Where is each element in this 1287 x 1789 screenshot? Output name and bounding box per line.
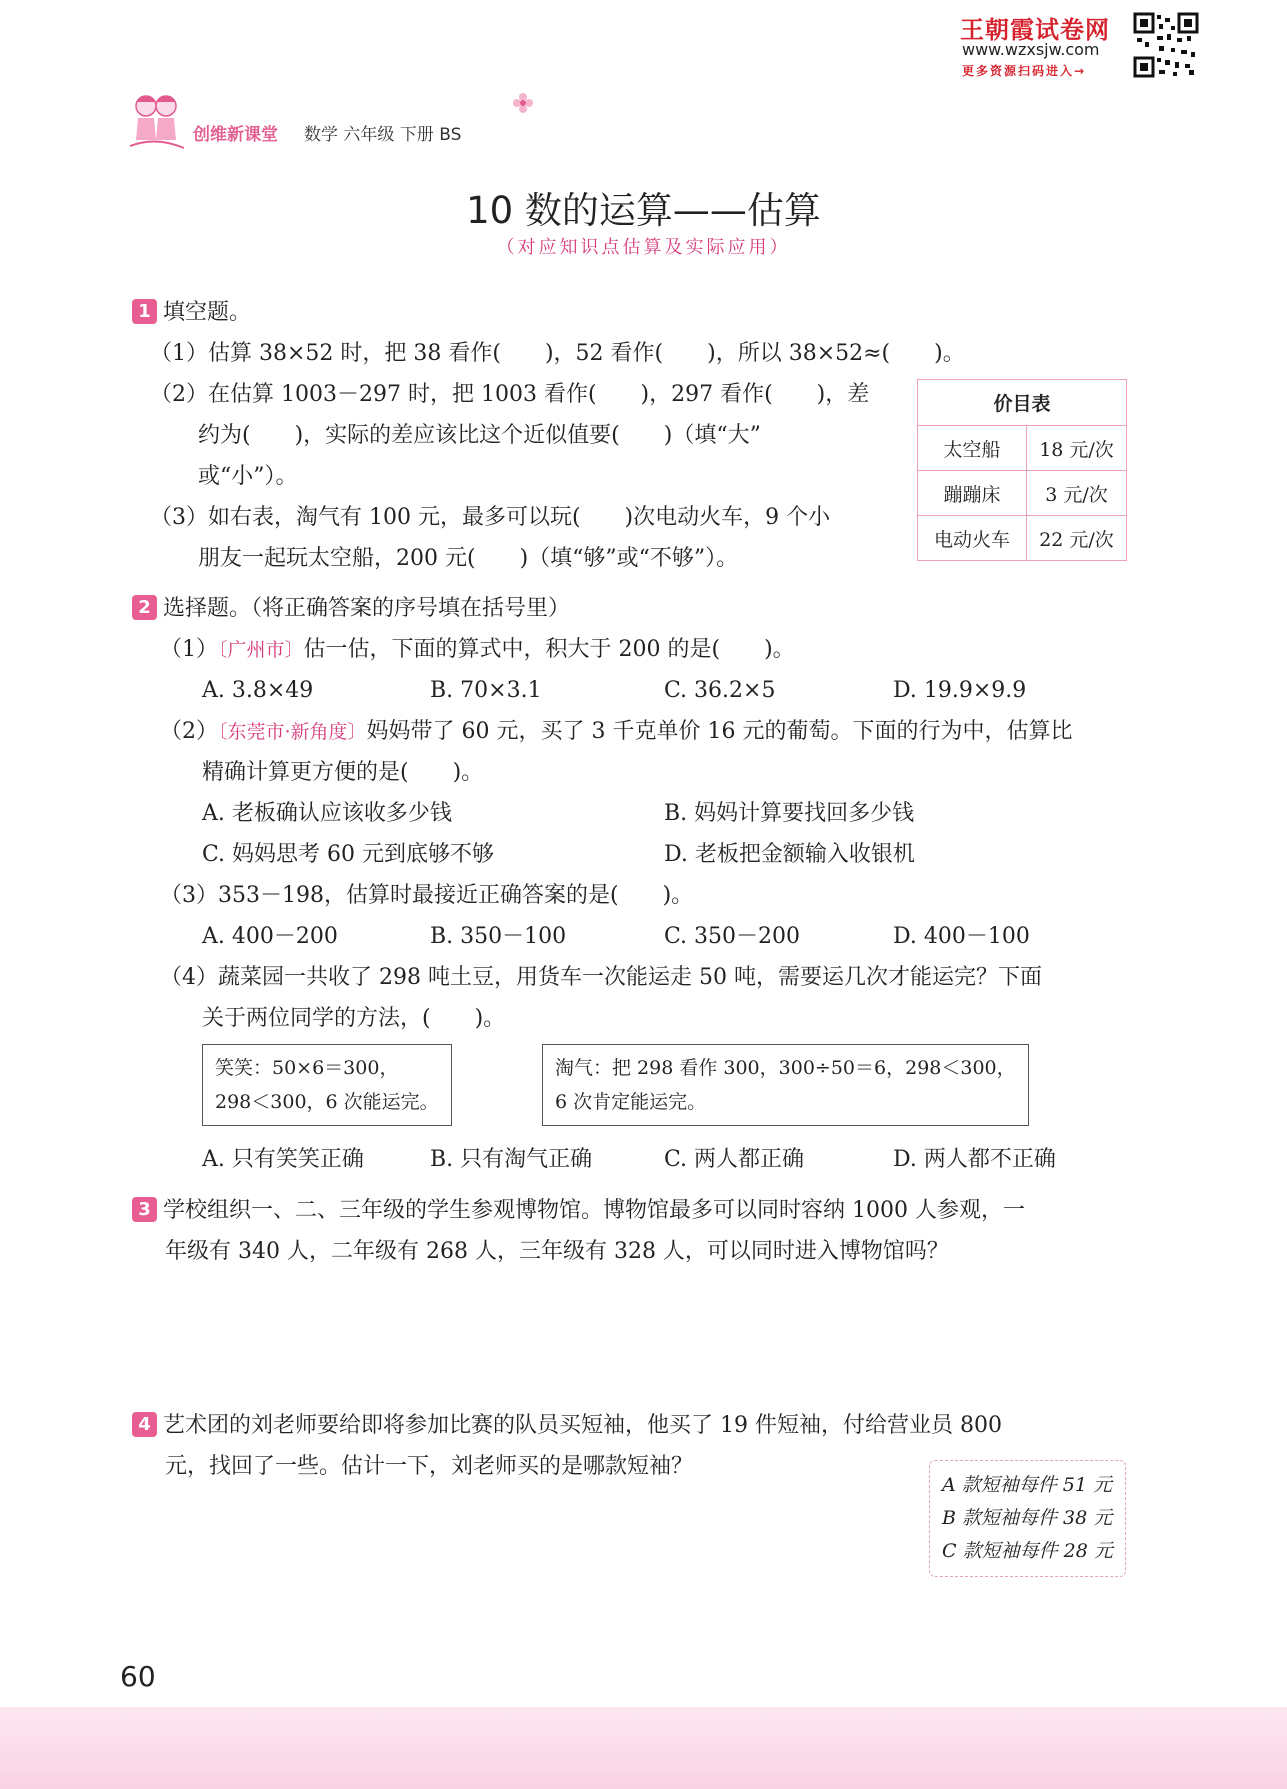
taoqi-line1: 淘气：把 298 看作 300，300÷50＝6，298＜300， [555,1057,1016,1079]
taoqi-line2: 6 次肯定能运完。 [555,1091,707,1113]
site-note: 更多资源扫码进入→ [962,64,1087,78]
q2-sub4-option-c: C. 两人都正确 [664,1147,805,1172]
q2-sub2 [160,711,1073,753]
q2-sub2-text2: 精确计算更方便的是( )。 [202,760,484,785]
flower-icon [512,92,534,114]
q2-sub3-option-d: D. 400－100 [893,924,1030,949]
q1-part3-line2: 朋友一起玩太空船，200 元( )（填“够”或“不够”）。 [198,546,739,571]
table-row [918,471,1127,516]
q2-heading-text: 选择题。（将正确答案的序号填在括号里） [163,596,571,621]
q2-sub2-tag: 〔东莞市·新角度〕 [218,721,367,743]
q2-sub1-option-b: B. 70×3.1 [430,678,542,703]
q2-sub1-tag: 〔广州市〕 [218,639,304,661]
q1-heading-text: 填空题。 [163,300,252,325]
q2-sub1-option-a: A. 3.8×49 [202,678,314,703]
q3-text1: 学校组织一、二、三年级的学生参观博物馆。博物馆最多可以同时容纳 1000 人参观，一 [163,1198,1025,1223]
shirt-price-c: C 款短袖每件 28 元 [942,1540,1113,1562]
site-title: 王朝霞试卷网 [960,16,1110,44]
q2-sub4-option-d: D. 两人都不正确 [893,1147,1056,1172]
xiaoxiao-line1: 笑笑：50×6＝300， [215,1057,399,1079]
q1-part2-line3: 或“小”）。 [198,464,298,489]
q4-line2: 元，找回了一些。估计一下，刘老师买的是哪款短袖？ [165,1454,694,1479]
q2-sub2-option-d: D. 老板把金额输入收银机 [664,842,915,867]
brand-name: 创维新课堂 [193,125,278,145]
q2-sub4-option-a: A. 只有笑笑正确 [202,1147,364,1172]
q4-line1 [132,1405,1002,1446]
q2-sub4: （4）蔬菜园一共收了 298 吨土豆，用货车一次能运走 50 吨，需要运几次才能运完？下面 [160,965,1042,990]
q1-part1: （1）估算 38×52 时，把 38 看作( )，52 看作( )，所以 38×52≈( )。 [150,341,965,366]
q2-number: 2 [132,595,157,620]
page-number: 60 [120,1660,156,1693]
q3-line1 [132,1190,1025,1231]
price-value: 22 元/次 [1027,516,1127,561]
q4-text1: 艺术团的刘老师要给即将参加比赛的队员买短袖，他买了 19 件短袖，付给营业员 800 [163,1413,1002,1438]
q2-sub1-option-d: D. 19.9×9.9 [893,678,1027,703]
q1-number: 1 [132,299,157,324]
price-item: 太空船 [918,426,1027,471]
table-row [918,516,1127,561]
q1-part2-line1: （2）在估算 1003－297 时，把 1003 看作( )，297 看作( )，差 [150,382,870,407]
q2-sub4-option-b: B. 只有淘气正确 [430,1147,593,1172]
price-item: 电动火车 [918,516,1027,561]
price-table [917,379,1127,561]
q4-number: 4 [132,1412,157,1437]
q2-heading [132,588,570,629]
shirt-price-a: A 款短袖每件 51 元 [942,1474,1113,1496]
xiaoxiao-method-box [202,1044,452,1126]
site-url[interactable]: www.wzxsjw.com [962,40,1100,59]
q2-sub2-option-a: A. 老板确认应该收多少钱 [202,801,452,826]
q2-sub1-option-c: C. 36.2×5 [664,678,776,703]
q2-sub2-option-c: C. 妈妈思考 60 元到底够不够 [202,842,495,867]
page-subtitle: （对应知识点估算及实际应用） [496,237,791,258]
footer-band [0,1707,1287,1789]
q2-sub3: （3）353－198，估算时最接近正确答案的是( )。 [160,883,694,908]
price-item: 蹦蹦床 [918,471,1027,516]
xiaoxiao-line2: 298＜300，6 次能运完。 [215,1091,439,1113]
price-value: 18 元/次 [1027,426,1127,471]
table-row [918,426,1127,471]
q2-sub1-prefix: （1） [160,637,218,662]
q2-sub2-option-b: B. 妈妈计算要找回多少钱 [664,801,915,826]
q2-sub3-option-a: A. 400－200 [202,924,338,949]
q2-sub3-option-c: C. 350－200 [664,924,801,949]
taoqi-method-box [542,1044,1029,1126]
q2-sub2-prefix: （2） [160,719,218,744]
q3-number: 3 [132,1197,157,1222]
page-title: 10 数的运算——估算 [466,189,821,232]
qr-code-icon[interactable] [1133,12,1199,78]
q2-sub3-option-b: B. 350－100 [430,924,567,949]
q2-sub4-text2: 关于两位同学的方法，( )。 [202,1006,506,1031]
book-info: 数学 六年级 下册 BS [304,125,462,145]
shirt-price-b: B 款短袖每件 38 元 [942,1507,1113,1529]
price-value: 3 元/次 [1027,471,1127,516]
price-table-header: 价目表 [918,380,1127,426]
q1-part3-line1: （3）如右表，淘气有 100 元，最多可以玩( )次电动火车，9 个小 [150,505,831,530]
shirt-price-list [929,1460,1126,1577]
q1-part2-line2: 约为( )，实际的差应该比这个近似值要( )（填“大” [198,423,761,448]
q2-sub1-text: 估一估，下面的算式中，积大于 200 的是( )。 [303,637,795,662]
q3-line2: 年级有 340 人，二年级有 268 人，三年级有 328 人，可以同时进入博物馆吗？ [165,1239,949,1264]
kids-mascot-icon [126,88,188,154]
q2-sub2-text: 妈妈带了 60 元，买了 3 千克单价 16 元的葡萄。下面的行为中，估算比 [366,719,1073,744]
q2-sub1 [160,629,795,671]
q1-heading [132,292,251,333]
